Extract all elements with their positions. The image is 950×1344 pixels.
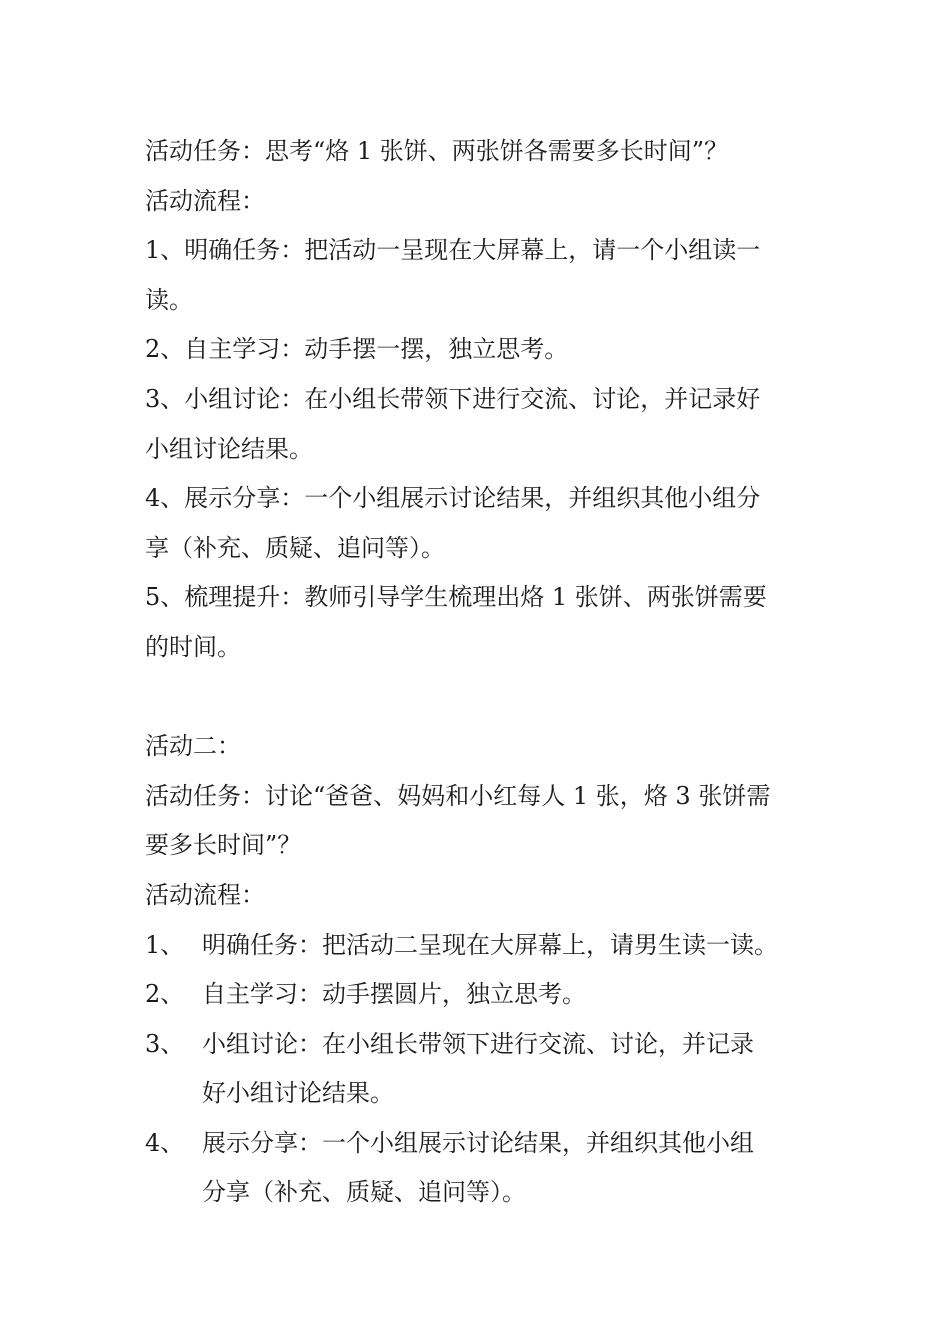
activity-task-2-line1: 活动任务：讨论“爸爸、妈妈和小红每人 1 张，烙 3 张饼需 — [145, 781, 771, 810]
section2-step-1 — [145, 921, 810, 971]
section2-step-3 — [145, 1020, 810, 1119]
section2-step-2 — [145, 970, 810, 1020]
section2-step-4 — [145, 1119, 810, 1218]
step-text — [202, 1119, 810, 1218]
step-number: 1、 — [145, 930, 185, 959]
step-line: 展示分享：一个小组展示讨论结果，并组织其他小组 — [202, 1128, 754, 1157]
activity-flow-title-1: 活动流程： — [145, 186, 265, 215]
step-line: 小组讨论：在小组长带领下进行交流、讨论，并记录 — [202, 1029, 754, 1058]
step-number: 4、 — [145, 1128, 185, 1157]
step-line: 好小组讨论结果。 — [202, 1079, 394, 1108]
step-line: 3、小组讨论：在小组长带领下进行交流、讨论，并记录好 — [145, 384, 761, 413]
section1-step-4 — [145, 474, 810, 573]
activity-task-2-line2: 要多长时间”？ — [145, 831, 302, 860]
step-line: 5、梳理提升：教师引导学生梳理出烙 1 张饼、两张饼需要 — [145, 583, 767, 612]
section1-step-3 — [145, 375, 810, 474]
step-line: 读。 — [145, 285, 193, 314]
activity-flow-title-2: 活动流程： — [145, 880, 265, 909]
activity-task-1: 活动任务：思考“烙 1 张饼、两张饼各需要多长时间”？ — [145, 137, 729, 165]
step-text — [202, 921, 810, 971]
step-line: 1、明确任务：把活动一呈现在大屏幕上，请一个小组读一 — [145, 236, 761, 265]
step-number: 3、 — [145, 1029, 185, 1058]
paragraph-spacer — [145, 673, 810, 723]
step-line: 自主学习：动手摆圆片，独立思考。 — [202, 980, 586, 1009]
step-line: 2、自主学习：动手摆一摆，独立思考。 — [145, 335, 569, 364]
section1-step-5 — [145, 573, 810, 672]
activity-title-2: 活动二： — [145, 732, 241, 761]
step-line: 4、展示分享：一个小组展示讨论结果，并组织其他小组分 — [145, 484, 761, 513]
step-line: 明确任务：把活动二呈现在大屏幕上，请男生读一读。 — [202, 930, 778, 959]
section1-step-2 — [145, 325, 810, 375]
step-text — [202, 1020, 810, 1119]
step-line: 享（补充、质疑、追问等）。 — [145, 533, 445, 562]
step-number: 2、 — [145, 980, 185, 1009]
step-line: 的时间。 — [145, 632, 241, 661]
step-line: 分享（补充、质疑、追问等）。 — [202, 1178, 526, 1207]
document-body — [145, 127, 810, 1218]
step-text — [202, 970, 810, 1020]
section1-step-1 — [145, 226, 810, 325]
step-line: 小组讨论结果。 — [145, 434, 313, 463]
